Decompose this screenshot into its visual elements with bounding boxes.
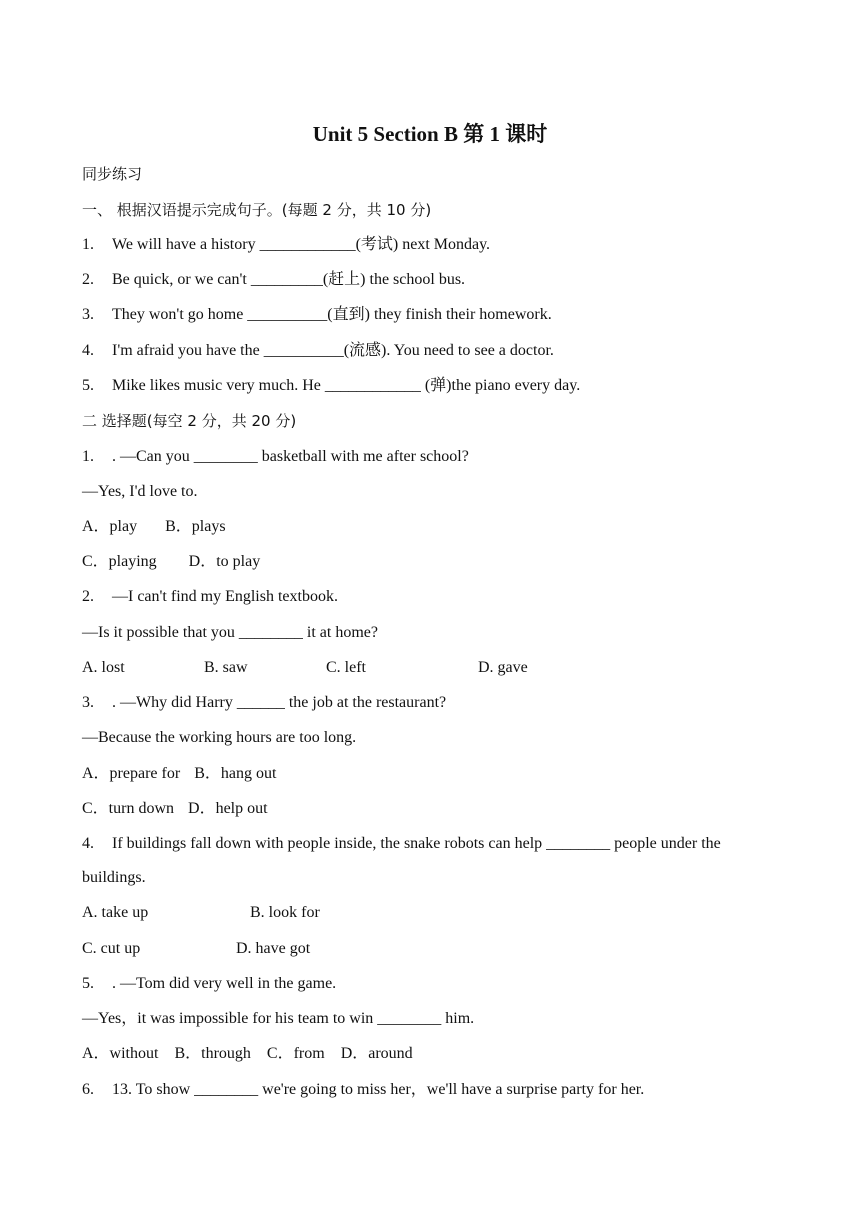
question-stem (82, 974, 336, 994)
option-b: B．hang out (194, 765, 277, 782)
option-row (82, 903, 320, 923)
option-d: D．help out (188, 800, 268, 817)
part1-item (82, 270, 465, 290)
question-stem (82, 587, 338, 607)
page-title: Unit 5 Section B 第 1 课时 (312, 122, 548, 146)
option-row (82, 517, 226, 537)
part1-item (82, 235, 490, 255)
item-number: 3. (82, 306, 94, 323)
option-a: A．without (82, 1045, 159, 1062)
question-number: 1. (82, 448, 94, 465)
question-text: . —Tom did very well in the game. (112, 975, 337, 992)
question-reply: —Yes，it was impossible for his team to win ________ him. (82, 1010, 475, 1027)
option-row (82, 799, 268, 819)
section-label: 同步练习 (82, 165, 143, 183)
option-c: C. cut up (82, 940, 141, 957)
question-stem (82, 1080, 644, 1100)
option-c: C．turn down (82, 800, 175, 817)
option-a: A．play (82, 518, 138, 535)
option-b: B. look for (250, 904, 320, 921)
question-number: 3. (82, 694, 94, 711)
question-text: —I can't find my English textbook. (112, 588, 338, 605)
question-number: 6. (82, 1081, 94, 1098)
option-a: A. lost (82, 659, 125, 676)
question-reply: —Because the working hours are too long. (82, 729, 357, 746)
option-d: D．to play (188, 553, 261, 570)
option-d: D. have got (236, 940, 311, 957)
question-text: . —Can you ________ basketball with me after school? (112, 448, 469, 465)
option-row (82, 1044, 413, 1064)
option-b: B．through (174, 1045, 251, 1062)
item-text: Mike likes music very much. He ____________ (弹)the piano every day. (112, 377, 581, 394)
item-number: 5. (82, 377, 94, 394)
option-d: D. gave (478, 659, 528, 676)
question-stem (82, 447, 469, 467)
question-continuation: buildings. (82, 869, 146, 886)
item-number: 4. (82, 342, 94, 359)
option-c: C. left (326, 659, 366, 676)
question-reply: —Yes, I'd love to. (82, 483, 198, 500)
option-row (82, 764, 276, 784)
option-d: D．around (340, 1045, 413, 1062)
part2-heading: 二 选择题(每空 2 分，共 20 分) (82, 412, 297, 430)
option-c: C．from (266, 1045, 325, 1062)
item-text: We will have a history ____________(考试) next Monday. (112, 236, 491, 253)
part1-heading: 一、 根据汉语提示完成句子。(每题 2 分，共 10 分) (82, 201, 432, 219)
option-row (82, 939, 310, 959)
option-row (82, 658, 528, 678)
item-number: 1. (82, 236, 94, 253)
part1-item (82, 341, 554, 361)
item-text: They won't go home __________(直到) they finish their homework. (112, 306, 552, 323)
question-text: 13. To show ________ we're going to miss her，we'll have a surprise party for her. (112, 1081, 645, 1098)
item-text: I'm afraid you have the __________(流感). You need to see a doctor. (112, 342, 554, 359)
question-reply: —Is it possible that you ________ it at home? (82, 624, 378, 641)
question-text: . —Why did Harry ______ the job at the restaurant? (112, 694, 447, 711)
option-c: C．playing (82, 553, 157, 570)
option-a: A．prepare for (82, 765, 181, 782)
option-b: B．plays (165, 518, 226, 535)
item-number: 2. (82, 271, 94, 288)
question-number: 2. (82, 588, 94, 605)
question-text: If buildings fall down with people inside, the snake robots can help ________ people under the (112, 835, 721, 852)
question-number: 4. (82, 835, 94, 852)
part1-item (82, 376, 580, 396)
question-number: 5. (82, 975, 94, 992)
option-b: B. saw (204, 659, 248, 676)
item-text: Be quick, or we can't _________(赶上) the school bus. (112, 271, 466, 288)
question-stem (82, 834, 721, 854)
part1-item (82, 305, 552, 325)
question-stem (82, 693, 446, 713)
option-row (82, 552, 260, 572)
option-a: A. take up (82, 904, 149, 921)
